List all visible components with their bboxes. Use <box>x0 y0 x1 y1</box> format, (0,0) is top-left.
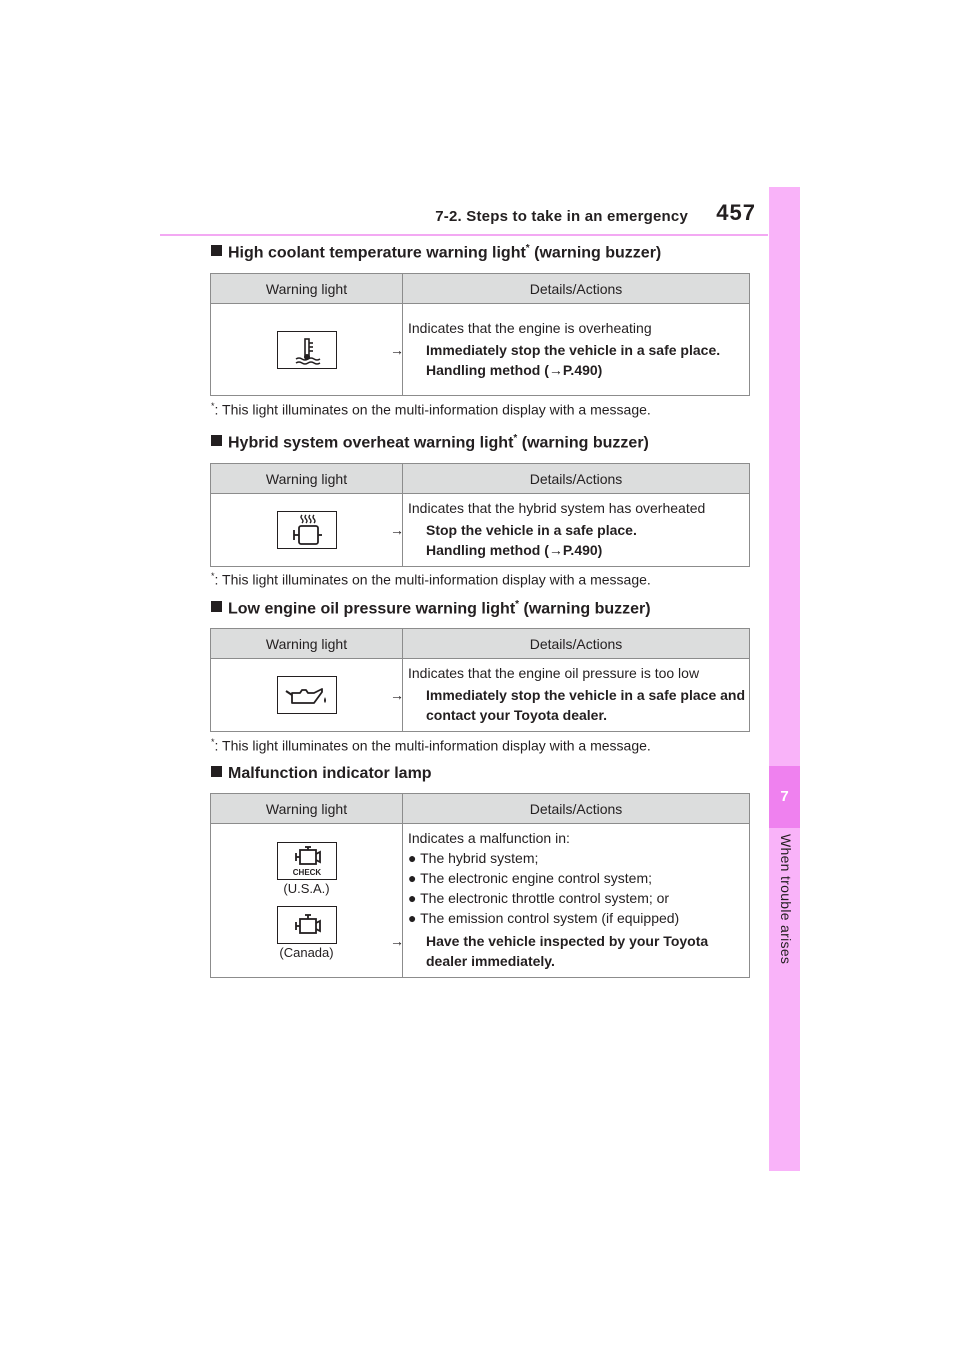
warning-table-oil-pressure <box>210 628 750 732</box>
coolant-temperature-icon <box>277 331 337 369</box>
handling-method: Handling method (→P.490) <box>426 361 603 378</box>
footnote: *: This light illuminates on the multi-information display with a message. <box>211 401 651 418</box>
section-heading-malfunction: Malfunction indicator lamp <box>211 765 432 783</box>
check-engine-icon-canada <box>277 906 337 944</box>
bullet-dot-icon: ● <box>408 850 417 866</box>
details-text: Indicates that the engine is overheating <box>408 319 652 336</box>
region-label-usa: (U.S.A.) <box>283 880 330 896</box>
column-header-details: Details/Actions <box>403 464 750 494</box>
column-header-warning-light: Warning light <box>211 794 403 824</box>
column-header-warning-light: Warning light <box>211 629 403 659</box>
section-heading-coolant: High coolant temperature warning light* (warning buzzer) <box>211 243 661 262</box>
footnote: *: This light illuminates on the multi-information display with a message. <box>211 737 651 754</box>
arrow-right-icon: → <box>390 341 404 358</box>
square-bullet-icon <box>211 435 222 446</box>
handling-method: Handling method (→P.490) <box>426 542 603 558</box>
chapter-side-tab <box>769 187 800 1171</box>
bullet-dot-icon: ● <box>408 910 417 926</box>
column-header-warning-light: Warning light <box>211 274 403 304</box>
bullet-item: ● The electronic engine control system; <box>408 870 652 886</box>
page-header <box>160 196 768 236</box>
details-cell <box>390 824 750 978</box>
action-text: → Have the vehicle inspected by your Toyota dealer immediately. <box>390 933 709 969</box>
details-cell <box>390 659 750 732</box>
action-text: → Stop the vehicle in a safe place. <box>390 522 637 538</box>
hybrid-overheat-icon <box>277 511 337 549</box>
warning-light-cell <box>211 494 403 567</box>
bullet-item: ● The emission control system (if equipped) <box>408 910 680 926</box>
column-header-details: Details/Actions <box>403 794 750 824</box>
section-heading-oil-pressure: Low engine oil pressure warning light* (warning buzzer) <box>211 599 651 618</box>
page-number: 457 <box>716 200 756 225</box>
warning-light-cell <box>211 304 403 396</box>
details-cell <box>390 494 750 567</box>
arrow-right-icon: → <box>548 361 563 378</box>
column-header-details: Details/Actions <box>403 274 750 304</box>
column-header-warning-light: Warning light <box>211 464 403 494</box>
section-title: 7-2. Steps to take in an emergency <box>435 208 688 225</box>
oil-can-icon <box>277 676 337 714</box>
details-text: Indicates that the hybrid system has overheated <box>408 500 706 516</box>
warning-table-coolant <box>210 273 750 396</box>
arrow-right-icon: → <box>390 522 404 538</box>
details-text: Indicates that the engine oil pressure is too low <box>408 665 700 681</box>
action-text: → Immediately stop the vehicle in a safe place and contact your Toyota dealer. <box>390 687 746 723</box>
arrow-right-icon: → <box>390 933 404 949</box>
chapter-number: 7 <box>769 766 800 828</box>
square-bullet-icon <box>211 245 222 256</box>
action-text: → Immediately stop the vehicle in a safe place. <box>390 341 721 358</box>
region-label-canada: (Canada) <box>279 944 334 960</box>
details-cell <box>390 304 750 396</box>
chapter-title: When trouble arises <box>778 834 794 965</box>
check-engine-icon <box>277 842 337 880</box>
warning-table-hybrid-overheat <box>210 463 750 567</box>
warning-table-malfunction <box>210 793 750 978</box>
check-engine-label: CHECK <box>292 867 321 877</box>
bullet-item: ● The electronic throttle control system; or <box>408 890 670 906</box>
arrow-right-icon: → <box>390 687 404 703</box>
warning-light-cell <box>211 824 403 978</box>
bullet-dot-icon: ● <box>408 890 417 906</box>
arrow-right-icon: → <box>548 542 563 558</box>
column-header-details: Details/Actions <box>403 629 750 659</box>
section-heading-hybrid-overheat: Hybrid system overheat warning light* (warning buzzer) <box>211 433 649 452</box>
bullet-item: ● The hybrid system; <box>408 850 539 866</box>
details-text: Indicates a malfunction in: <box>408 830 570 846</box>
bullet-dot-icon: ● <box>408 870 417 886</box>
warning-light-cell <box>211 659 403 732</box>
footnote: *: This light illuminates on the multi-information display with a message. <box>211 571 651 588</box>
square-bullet-icon <box>211 766 222 777</box>
square-bullet-icon <box>211 601 222 612</box>
